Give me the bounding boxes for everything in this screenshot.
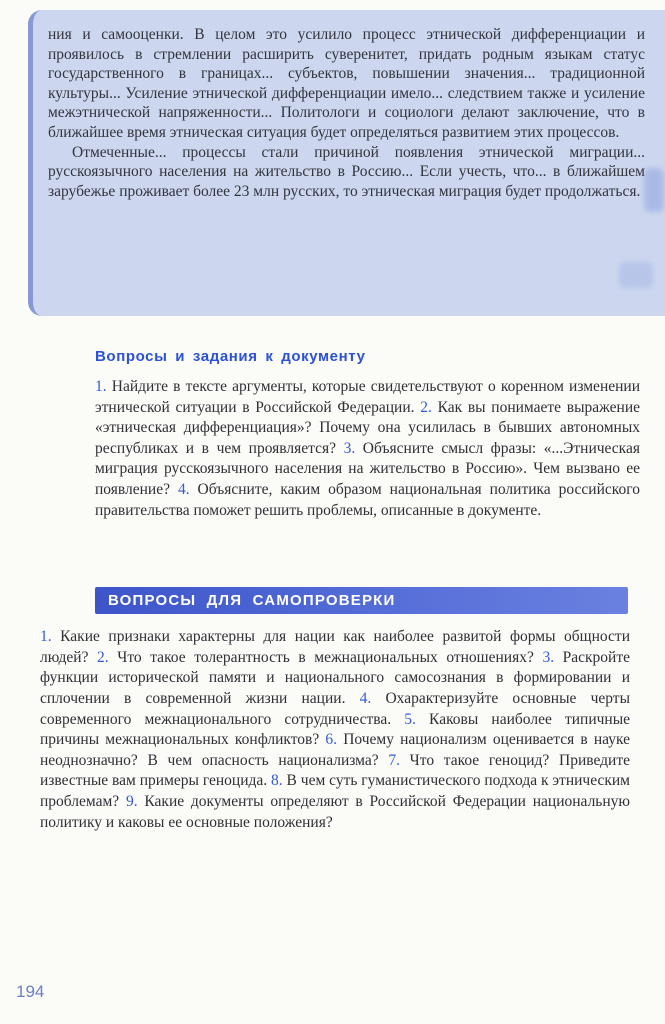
question-number: 7. xyxy=(388,751,400,769)
self-check-banner xyxy=(95,587,628,614)
question-number: 2. xyxy=(97,648,109,666)
page-number: 194 xyxy=(16,982,45,1001)
document-questions-text: 1. Найдите в тексте аргументы, которые свидетельствуют о коренном изменении этнической ситуации в Российской Федерации. 2. Как вы понимаете выражение «этническая дифференциация»? Почему она усилилась в бывших автономных республиках и в чем проявляется? 3. Объясните смысл фразы: «...Этническая миграция русскоязычного населения на жительство в Россию». Чем вызвано ее появление? 4. Объясните, каким образом национальная политика российского правительства поможет решить проблемы, описанные в документе. xyxy=(95,378,640,519)
document-paragraph: ния и самооценки. В целом это усилило процесс этнической дифференциации и проявилось в стремлении расширить суверенитет, придать родным языкам статус государственного в границах... субъектов, повышении значения... традиционной культуры... Усиление этнической дифференциации имело... следствием также и усиление межэтнической напряженности... Политологи и социологи делают заключение, что в ближайшее время этническая ситуация будет определяться развитием этих процессов. xyxy=(48,26,645,141)
document-paragraph: Отмеченные... процессы стали причиной появления этнической миграции... русскоязычного населения на жительство в Россию... Если учесть, что... в ближайшем зарубежье проживает более 23 млн русских, то этническая миграция будет продолжаться. xyxy=(48,143,645,200)
question-number: 3. xyxy=(343,439,356,457)
question-number: 8. xyxy=(271,772,283,790)
document-questions-heading: Вопросы и задания к документу xyxy=(95,348,366,365)
question-number: 3. xyxy=(542,648,555,666)
question-number: 5. xyxy=(404,710,416,728)
document-excerpt-panel xyxy=(28,10,665,316)
question-number: 9. xyxy=(125,792,138,810)
question-number: 6. xyxy=(325,731,338,749)
self-check-banner-label: ВОПРОСЫ ДЛЯ САМОПРОВЕРКИ xyxy=(108,592,396,610)
self-check-questions-text: 1. Какие признаки характерны для нации как наиболее развитой формы общности людей? 2. Что такое толерантность в межнациональных отношениях? 3. Раскройте функции исторической памяти и национального самосознания в формировании и сплочении в современной жизни нации. 4. Охарактеризуйте основные черты современного межнационального сотрудничества. 5. Каковы наиболее типичные причины межнациональных конфликтов? 6. Почему национализм оценивается в науке неоднозначно? В чем опасность национализма? 7. Что такое геноцид? Приведите известные вам примеры геноцида. 8. В чем суть гуманистического подхода к этническим проблемам? 9. Какие документы определяют в Российской Федерации национальную политику и каковы ее основные положения? xyxy=(40,628,631,831)
question-number: 1. xyxy=(95,378,107,395)
question-number: 4. xyxy=(177,480,190,498)
question-number: 2. xyxy=(420,398,432,416)
question-number: 4. xyxy=(359,689,372,707)
question-number: 1. xyxy=(40,628,52,646)
